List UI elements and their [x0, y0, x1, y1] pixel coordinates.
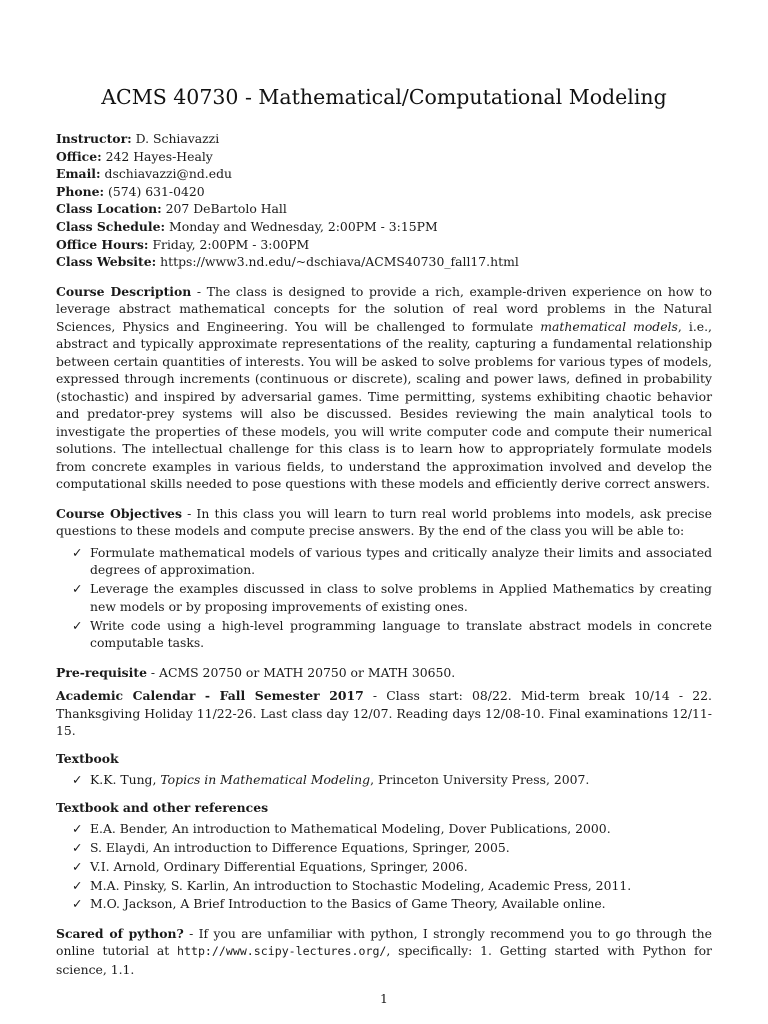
textbook-author: K.K. Tung,	[90, 772, 161, 788]
list-item-text: M.A. Pinsky, S. Karlin, An introduction to Stochastic Modeling, Academic Press, 2011.	[90, 877, 632, 893]
info-location	[56, 200, 712, 218]
info-instructor	[56, 130, 712, 148]
info-value: D. Schiavazzi	[135, 131, 220, 146]
checkmark-icon: ✓	[72, 581, 83, 597]
checkmark-icon: ✓	[72, 896, 83, 912]
tutorial-link[interactable]: http://www.scipy-lectures.org/	[177, 944, 387, 959]
list-item	[72, 544, 712, 579]
info-label: Office:	[56, 148, 102, 164]
python-note-text: - If you are unfamiliar with python, I strongly recommend you to go through the online tutorial at	[56, 925, 712, 959]
list-item	[72, 771, 712, 789]
description-emphasis: mathematical models	[540, 318, 678, 334]
objectives-list	[56, 544, 712, 652]
checkmark-icon: ✓	[72, 877, 83, 893]
list-item-text: Write code using a high-level programming language to translate abstract models in concrete computable tasks.	[90, 617, 712, 651]
info-website	[56, 253, 712, 271]
course-info	[56, 130, 712, 271]
info-label: Office Hours:	[56, 236, 149, 252]
course-objectives	[56, 505, 712, 540]
python-note-text: , specifically: 1. Getting started with Python for science, 1.1.	[56, 943, 712, 977]
list-item	[72, 858, 712, 876]
references-list	[56, 820, 712, 913]
checkmark-icon: ✓	[72, 840, 83, 856]
prerequisite	[56, 664, 712, 682]
list-item-text: Formulate mathematical models of various types and critically analyze their limits and associated degrees of approximation.	[90, 544, 712, 578]
python-note-heading: Scared of python?	[56, 925, 184, 941]
info-value: 207 DeBartolo Hall	[165, 201, 287, 217]
course-description-heading: Course Description	[56, 283, 192, 299]
info-label: Class Website:	[56, 254, 157, 270]
info-office	[56, 148, 712, 166]
textbook-list	[56, 771, 712, 789]
list-item-text: E.A. Bender, An introduction to Mathematical Modeling, Dover Publications, 2000.	[90, 821, 611, 837]
list-item-text: V.I. Arnold, Ordinary Differential Equations, Springer, 2006.	[90, 858, 468, 874]
list-item	[72, 820, 712, 838]
list-item-text: M.O. Jackson, A Brief Introduction to the Basics of Game Theory, Available online.	[90, 896, 606, 912]
info-label: Class Location:	[56, 201, 162, 217]
checkmark-icon: ✓	[72, 617, 83, 633]
python-note	[56, 925, 712, 979]
checkmark-icon: ✓	[72, 858, 83, 874]
checkmark-icon: ✓	[72, 544, 83, 560]
academic-calendar-text: - Class start: 08/22. Mid-term break 10/14 - 22. Thanksgiving Holiday 11/22-26. Last class day 12/07. Reading days 12/08-10. Final examinations 12/11-15.	[56, 688, 713, 739]
info-label: Email:	[56, 166, 101, 182]
info-label: Phone:	[56, 183, 105, 199]
checkmark-icon: ✓	[72, 772, 83, 788]
document-title: ACMS 40730 - Mathematical/Computational Modeling	[101, 85, 667, 109]
list-item-text: Leverage the examples discussed in class to solve problems in Applied Mathematics by creating new models or by proposing improvements of existing ones.	[90, 581, 712, 614]
info-value: https://www3.nd.edu/~dschiava/ACMS40730_fall17.html	[160, 254, 519, 270]
info-label: Class Schedule:	[56, 218, 166, 234]
prerequisite-text: - ACMS 20750 or MATH 20750 or MATH 30650.	[146, 664, 456, 680]
info-value: (574) 631-0420	[108, 183, 205, 199]
page-number: 1	[380, 991, 388, 1006]
list-item	[72, 839, 712, 857]
textbook-title: Topics in Mathematical Modeling	[160, 772, 371, 788]
list-item	[72, 617, 712, 652]
info-value: dschiavazzi@nd.edu	[104, 166, 232, 182]
prerequisite-heading: Pre-requisite	[56, 664, 147, 680]
textbook-publisher: , Princeton University Press, 2007.	[370, 772, 590, 788]
info-value: 242 Hayes-Healy	[105, 148, 213, 164]
list-item	[72, 895, 712, 913]
info-office-hours	[56, 236, 712, 254]
list-item	[72, 877, 712, 895]
info-value: Monday and Wednesday, 2:00PM - 3:15PM	[169, 218, 438, 234]
textbook-heading: Textbook	[56, 750, 119, 766]
description-text: , i.e., abstract and typically approximate representations of the reality, capturing a fundamental relationship between certain quantities of interests. You will be asked to solve problems for various types of models, expressed through increments (continuous or discrete), scaling and power laws, defined in probability (stochastic) and inspired by adversarial games. Time permitting, systems exhibiting chaotic behavior and predator-prey systems will also be discussed. Besides reviewing the main analytical tools to investigate the properties of these models, you will write computer code and compute their numerical solutions. The intellectual challenge for this class is to learn how to appropriately formulate models from concrete examples in various fields, to understand the approximation involved and develop the computational skills needed to pose questions with these models and efficiently derive correct answers.	[56, 318, 712, 492]
academic-calendar	[56, 687, 712, 740]
description-text: - The class is designed to provide a rich, example-driven experience on how to leverage abstract mathematical concepts for the solution of real word problems in the Natural Sciences, Physics and Engineering. You will be challenged to formulate	[56, 283, 712, 334]
course-objectives-heading: Course Objectives	[56, 505, 182, 521]
list-item-text: S. Elaydi, An introduction to Difference Equations, Springer, 2005.	[90, 840, 510, 856]
academic-calendar-heading: Academic Calendar - Fall Semester 2017	[56, 688, 364, 704]
info-phone	[56, 183, 712, 201]
objectives-text: - In this class you will learn to turn real world problems into models, ask precise questions to these models and compute precise answers. By the end of the class you will be able to:	[56, 505, 712, 539]
list-item	[72, 580, 712, 615]
course-description	[56, 283, 712, 493]
info-label: Instructor:	[56, 131, 132, 146]
info-email	[56, 165, 712, 183]
info-value: Friday, 2:00PM - 3:00PM	[152, 236, 310, 252]
info-schedule	[56, 218, 712, 236]
checkmark-icon: ✓	[72, 821, 83, 837]
references-heading: Textbook and other references	[56, 799, 269, 815]
